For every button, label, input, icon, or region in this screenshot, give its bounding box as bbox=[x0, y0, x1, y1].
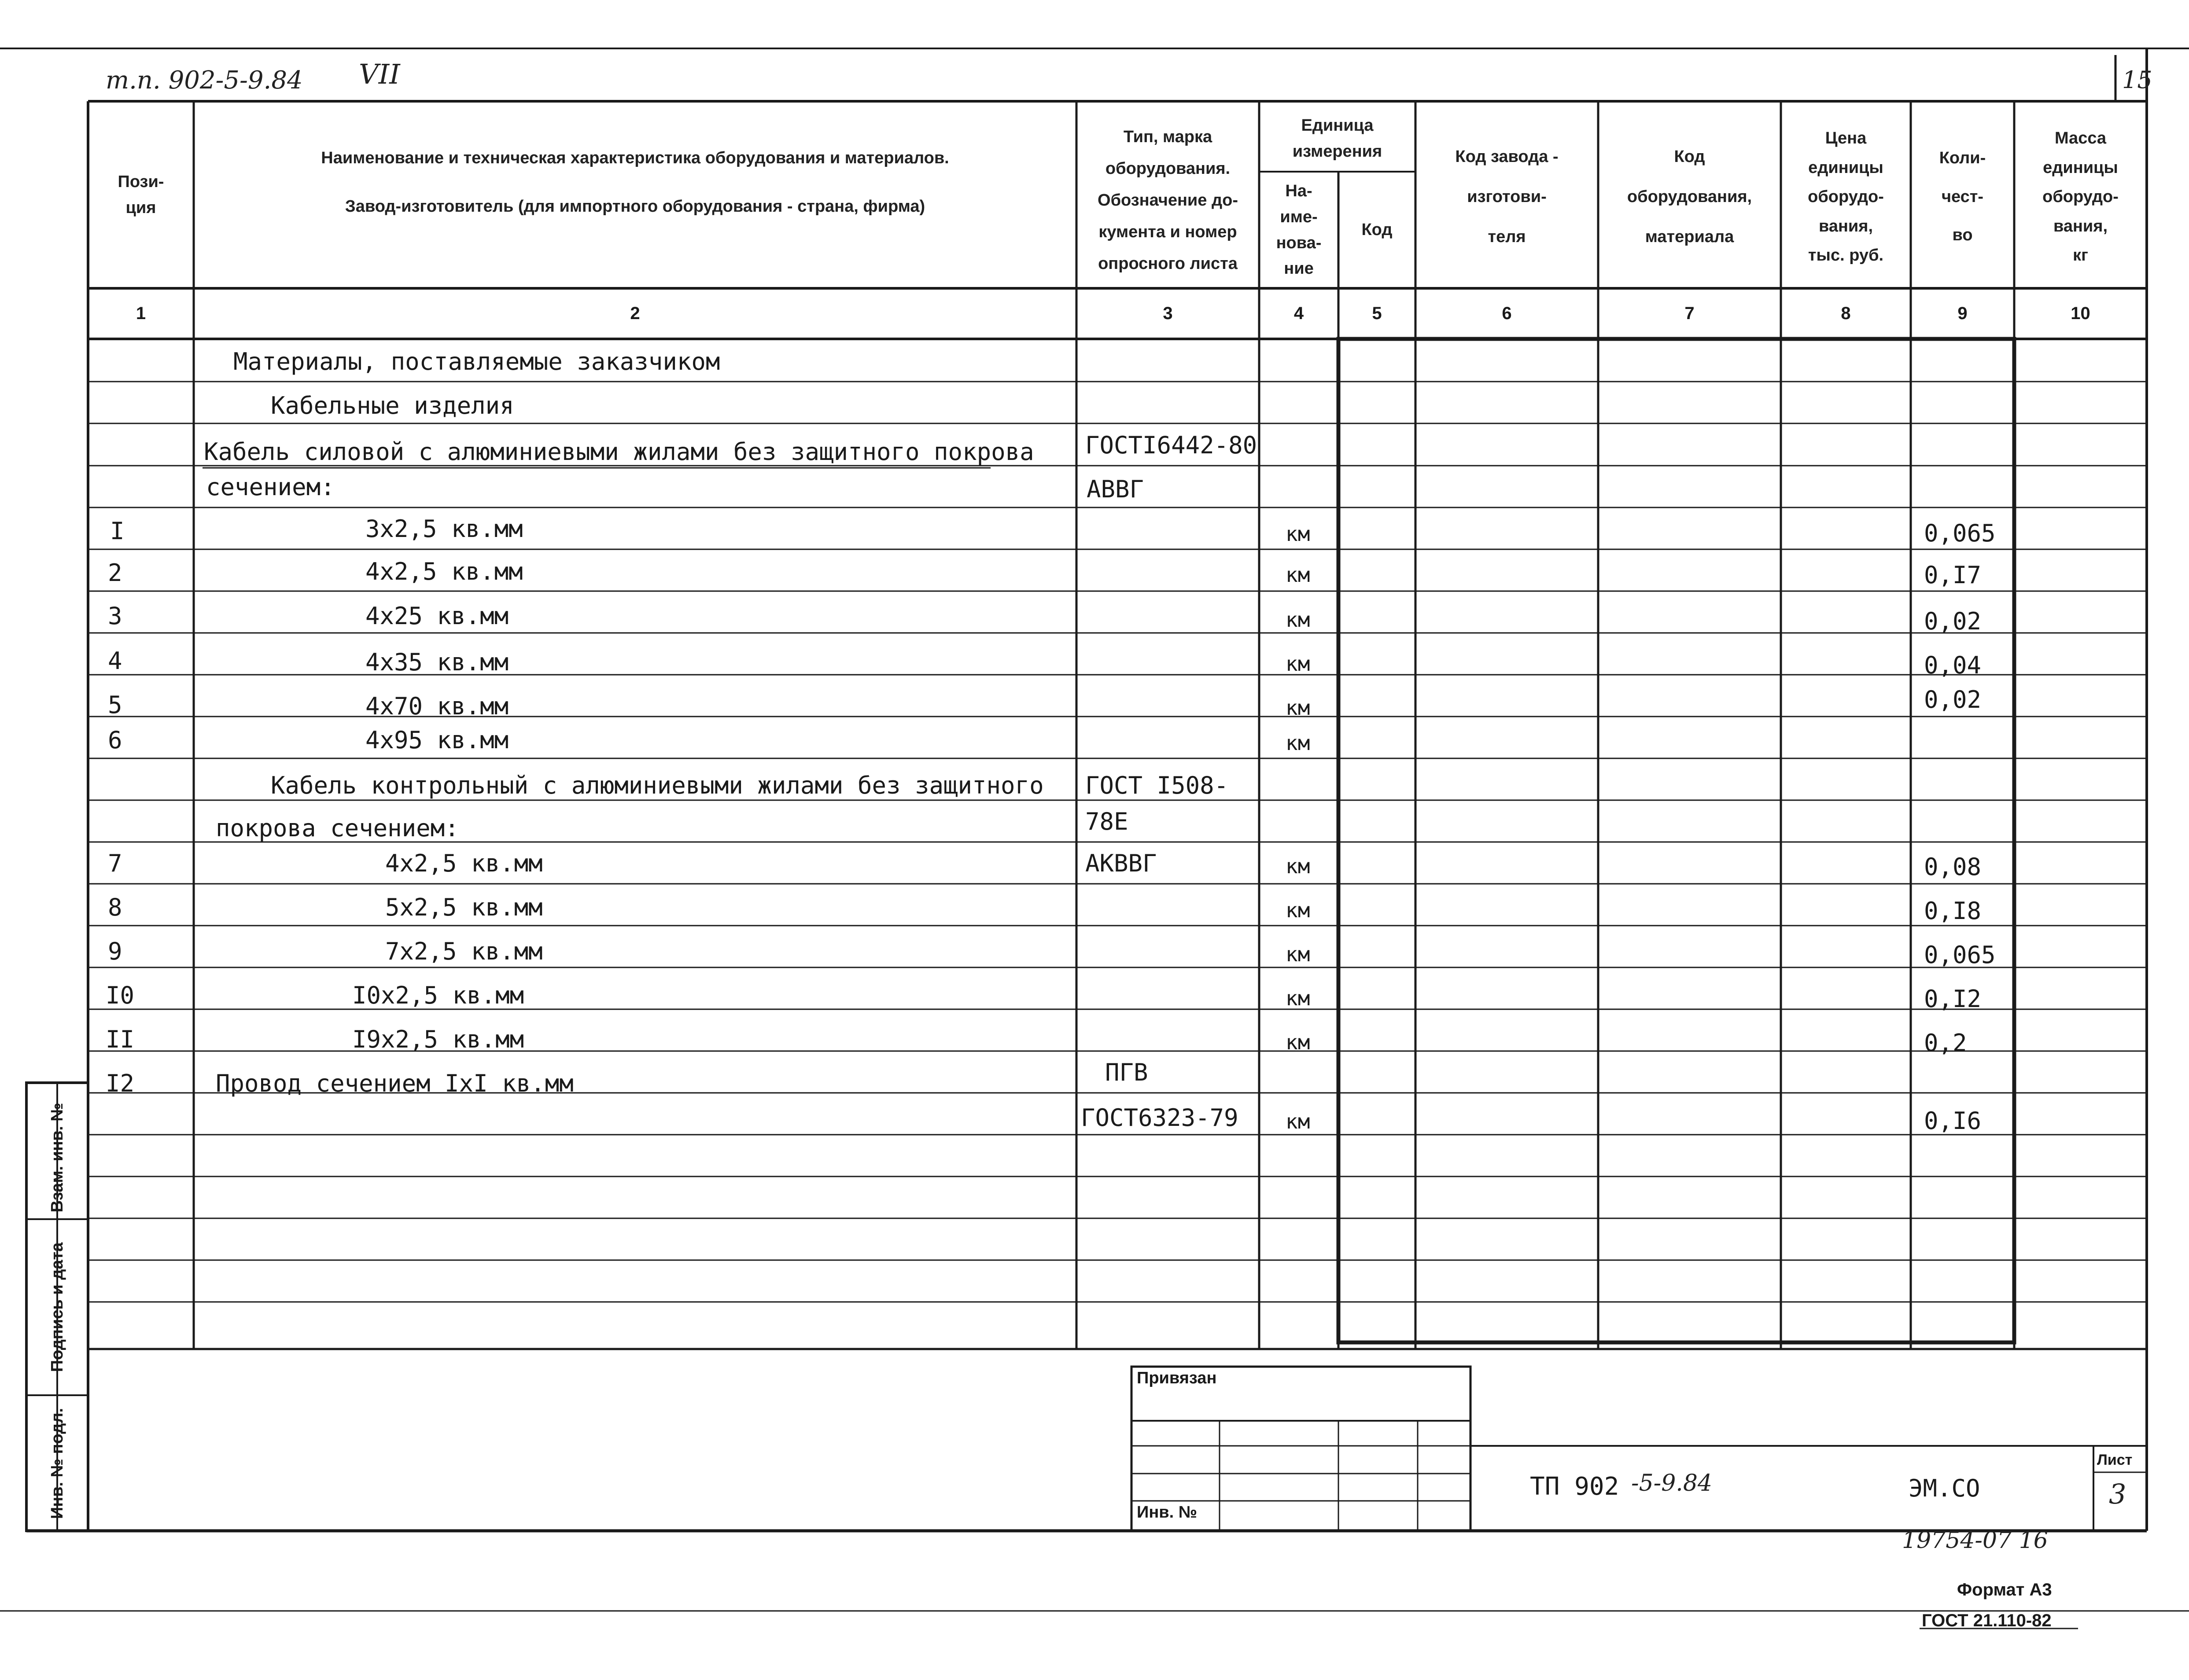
row-name: 4х2,5 кв.мм bbox=[385, 849, 543, 877]
row-quantity: 0,I6 bbox=[1924, 1107, 1982, 1135]
row-name: Кабель силовой с алюминиевыми жилами без защитного покрова bbox=[204, 438, 1034, 466]
header-factory-code: Код завода - изготови- теля bbox=[1455, 147, 1559, 246]
row-position: 8 bbox=[108, 893, 122, 921]
row-name: 4х2,5 кв.мм bbox=[365, 558, 523, 585]
header-unit-price: Цена единицы оборудо- вания, тыс. руб. bbox=[1808, 129, 1884, 265]
row-type: ПГВ bbox=[1105, 1059, 1148, 1086]
privyazan-label: Привязан bbox=[1137, 1369, 1217, 1387]
row-quantity: 0,08 bbox=[1924, 853, 1982, 881]
gost-label: ГОСТ 21.110-82 bbox=[1922, 1611, 2052, 1630]
row-name: Материалы, поставляемые заказчиком bbox=[233, 348, 720, 375]
row-unit: км bbox=[1286, 522, 1310, 546]
side-stamp-original-inv: Инв. № подл. bbox=[48, 1408, 66, 1519]
archive-number: 19754-07 16 bbox=[1902, 1527, 2048, 1554]
header-unit-mass: Масса единицы оборудо- вания, кг bbox=[2042, 129, 2119, 265]
header-name-line2: Завод-изготовитель (для импортного оборудования - страна, фирма) bbox=[345, 197, 925, 216]
row-name: 4х95 кв.мм bbox=[365, 726, 509, 754]
row-unit: км bbox=[1286, 731, 1310, 755]
row-name: 7х2,5 кв.мм bbox=[385, 937, 543, 965]
column-number: 9 bbox=[1957, 304, 1968, 323]
row-position: 3 bbox=[108, 602, 122, 630]
header-quantity: Коли- чест- во bbox=[1939, 149, 1986, 245]
header-equipment-code: Код оборудования, материала bbox=[1627, 147, 1752, 246]
header-unit: Единица измерения bbox=[1292, 116, 1382, 161]
column-number: 1 bbox=[136, 304, 146, 323]
row-quantity: 0,02 bbox=[1924, 686, 1982, 713]
row-position: 5 bbox=[108, 691, 122, 719]
header-type-mark: Тип, марка оборудования. Обозначение до- кумента и номер опросного листа bbox=[1098, 127, 1238, 273]
header-position: Пози- ция bbox=[118, 172, 164, 217]
row-unit: км bbox=[1286, 1030, 1310, 1054]
column-number: 5 bbox=[1372, 304, 1382, 323]
row-name: 4х70 кв.мм bbox=[365, 692, 509, 720]
header-unit-code: Код bbox=[1361, 221, 1393, 239]
row-unit: км bbox=[1286, 942, 1310, 966]
row-unit: км bbox=[1286, 696, 1310, 720]
row-quantity: 0,2 bbox=[1924, 1029, 1967, 1057]
project-code: т.п. 902-5-9.84 bbox=[106, 66, 303, 95]
row-position: I2 bbox=[106, 1070, 135, 1097]
row-name: 5х2,5 кв.мм bbox=[385, 893, 543, 921]
row-position: 9 bbox=[108, 937, 122, 965]
row-position: I0 bbox=[106, 982, 135, 1009]
row-quantity: 0,02 bbox=[1924, 607, 1982, 635]
row-unit: км bbox=[1286, 652, 1310, 676]
column-number: 8 bbox=[1841, 304, 1851, 323]
column-number: 7 bbox=[1684, 304, 1695, 323]
designation-handwritten: -5-9.84 bbox=[1631, 1470, 1713, 1496]
row-quantity: 0,065 bbox=[1924, 941, 1996, 969]
document-code: ЭМ.СО bbox=[1909, 1474, 1980, 1502]
row-name: 3х2,5 кв.мм bbox=[365, 515, 523, 543]
page-number: 15 bbox=[2122, 66, 2152, 94]
row-position: II bbox=[106, 1026, 135, 1053]
header-name-line1: Наименование и техническая характеристика оборудования и материалов. bbox=[321, 149, 949, 167]
column-number: 4 bbox=[1294, 304, 1304, 323]
row-type: ГОСТ I508- bbox=[1085, 772, 1229, 799]
row-type: ГОСТ6323-79 bbox=[1081, 1104, 1238, 1132]
header-unit-name: На- име- нова- ние bbox=[1276, 181, 1322, 278]
volume-number: VII bbox=[359, 58, 400, 90]
row-unit: км bbox=[1286, 898, 1310, 922]
column-number: 2 bbox=[630, 304, 640, 323]
row-name: I9х2,5 кв.мм bbox=[352, 1026, 524, 1053]
row-quantity: 0,I7 bbox=[1924, 561, 1982, 589]
row-position: 7 bbox=[108, 849, 122, 877]
row-name: Кабель контрольный с алюминиевыми жилами без защитного bbox=[271, 772, 1044, 799]
row-position: 2 bbox=[108, 559, 122, 587]
format-label: Формат А3 bbox=[1957, 1580, 2052, 1599]
row-position: 6 bbox=[108, 726, 122, 754]
row-unit: км bbox=[1286, 563, 1310, 587]
row-type: 78Е bbox=[1085, 808, 1128, 835]
row-unit: км bbox=[1286, 854, 1310, 878]
column-number: 6 bbox=[1502, 304, 1512, 323]
side-stamp-replacement-inv: Взам. инв. № bbox=[48, 1103, 66, 1213]
row-name: Кабельные изделия bbox=[271, 392, 514, 419]
column-number: 10 bbox=[2071, 304, 2090, 323]
row-quantity: 0,04 bbox=[1924, 651, 1982, 679]
sheet-label: Лист bbox=[2097, 1452, 2133, 1468]
row-type: ГОСТI6442-80 bbox=[1085, 431, 1257, 459]
row-unit: км bbox=[1286, 986, 1310, 1010]
designation-typed: ТП 902 bbox=[1530, 1472, 1619, 1501]
column-number: 3 bbox=[1163, 304, 1173, 323]
row-name: сечением: bbox=[206, 473, 335, 501]
row-type: АВВГ bbox=[1087, 475, 1144, 503]
row-name: I0х2,5 кв.мм bbox=[352, 982, 524, 1009]
row-quantity: 0,065 bbox=[1924, 519, 1996, 547]
row-name: Провод сечением IхI кв.мм bbox=[216, 1070, 574, 1097]
row-position: 4 bbox=[108, 647, 122, 675]
row-name: 4х35 кв.мм bbox=[365, 648, 509, 676]
row-name: покрова сечением: bbox=[216, 814, 459, 842]
row-position: I bbox=[110, 517, 125, 545]
inv-no-label: Инв. № bbox=[1137, 1503, 1198, 1522]
row-type: АКВВГ bbox=[1085, 849, 1157, 877]
row-unit: км bbox=[1286, 1110, 1310, 1133]
row-unit: км bbox=[1286, 608, 1310, 632]
sheet-number: 3 bbox=[2109, 1478, 2126, 1510]
side-stamp-signature-date: Подпись и дата bbox=[48, 1242, 66, 1372]
row-quantity: 0,I2 bbox=[1924, 985, 1982, 1013]
row-name: 4х25 кв.мм bbox=[365, 602, 509, 630]
row-quantity: 0,I8 bbox=[1924, 897, 1982, 925]
